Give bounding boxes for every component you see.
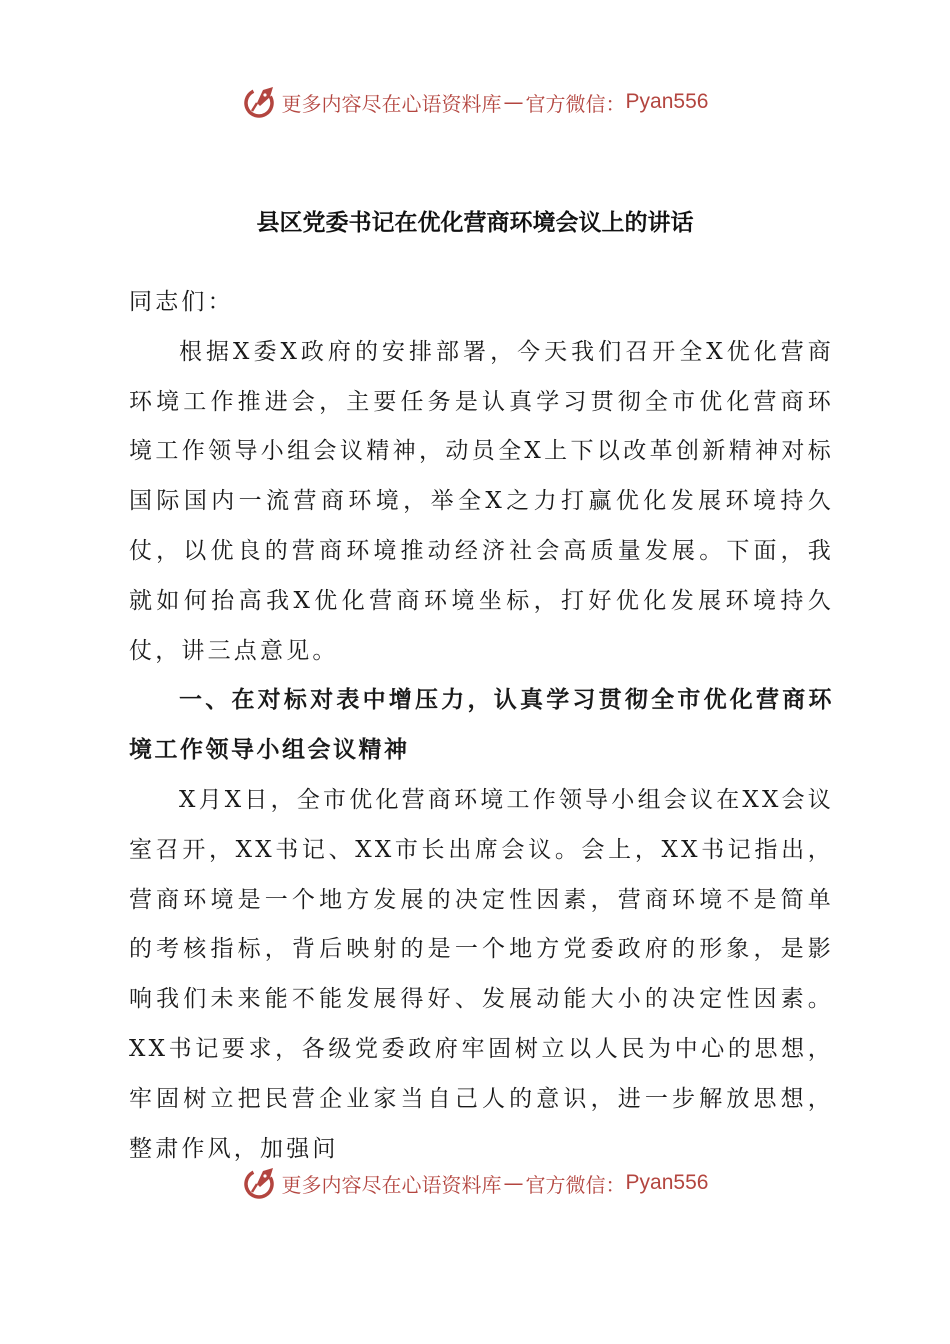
document-body [129,278,834,1174]
footer-watermark [0,1163,950,1203]
document-title: 县区党委书记在优化营商环境会议上的讲话 [256,210,694,236]
paragraph-intro: 根据X委X政府的安排部署，今天我们召开全X优化营商环境工作推进会，主要任务是认真学习贯彻全市优化营商环境工作领导小组会议精神，动员全X上下以改革创新精神对标国际国内一流营商环境，举全X之力打赢优化发展环境持久仗，以优良的营商环境推动经济社会高质量发展。下面，我就如何抬高我X优化营商环境坐标，打好优化发展环境持久仗，讲三点意见。 [129,338,834,664]
watermark-wechat-id: Pyan556 [625,90,709,113]
watermark-label: 官方微信： [525,1172,626,1197]
watermark-separator: — [503,1171,524,1195]
watermark-text: 更多内容尽在心语资料库 [281,91,502,116]
watermark-separator: — [503,90,524,114]
watermark-text: 更多内容尽在心语资料库 [281,1172,502,1197]
watermark-label: 官方微信： [525,91,626,116]
pen-logo-icon [242,84,278,120]
paragraph-section-1: X月X日，全市优化营商环境工作领导小组会议在XX会议室召开，XX书记、XX市长出席会议。会上，XX书记指出，营商环境是一个地方发展的决定性因素，营商环境不是简单的考核指标，背后映射的是一个地方党委政府的形象，是影响我们未来能不能发展得好、发展动能大小的决定性因素。XX书记要求，各级党委政府牢固树立以人民为中心的思想，牢固树立把民营企业家当自己人的意识，进一步解放思想，整肃作风，加强问 [129,786,834,1162]
salutation: 同志们： [129,289,234,315]
watermark-wechat-id: Pyan556 [625,1171,709,1194]
pen-logo-icon [242,1165,278,1201]
header-watermark [0,82,950,122]
section-heading-1: 一、在对标对表中增压力，认真学习贯彻全市优化营商环境工作领导小组会议精神 [129,687,834,764]
